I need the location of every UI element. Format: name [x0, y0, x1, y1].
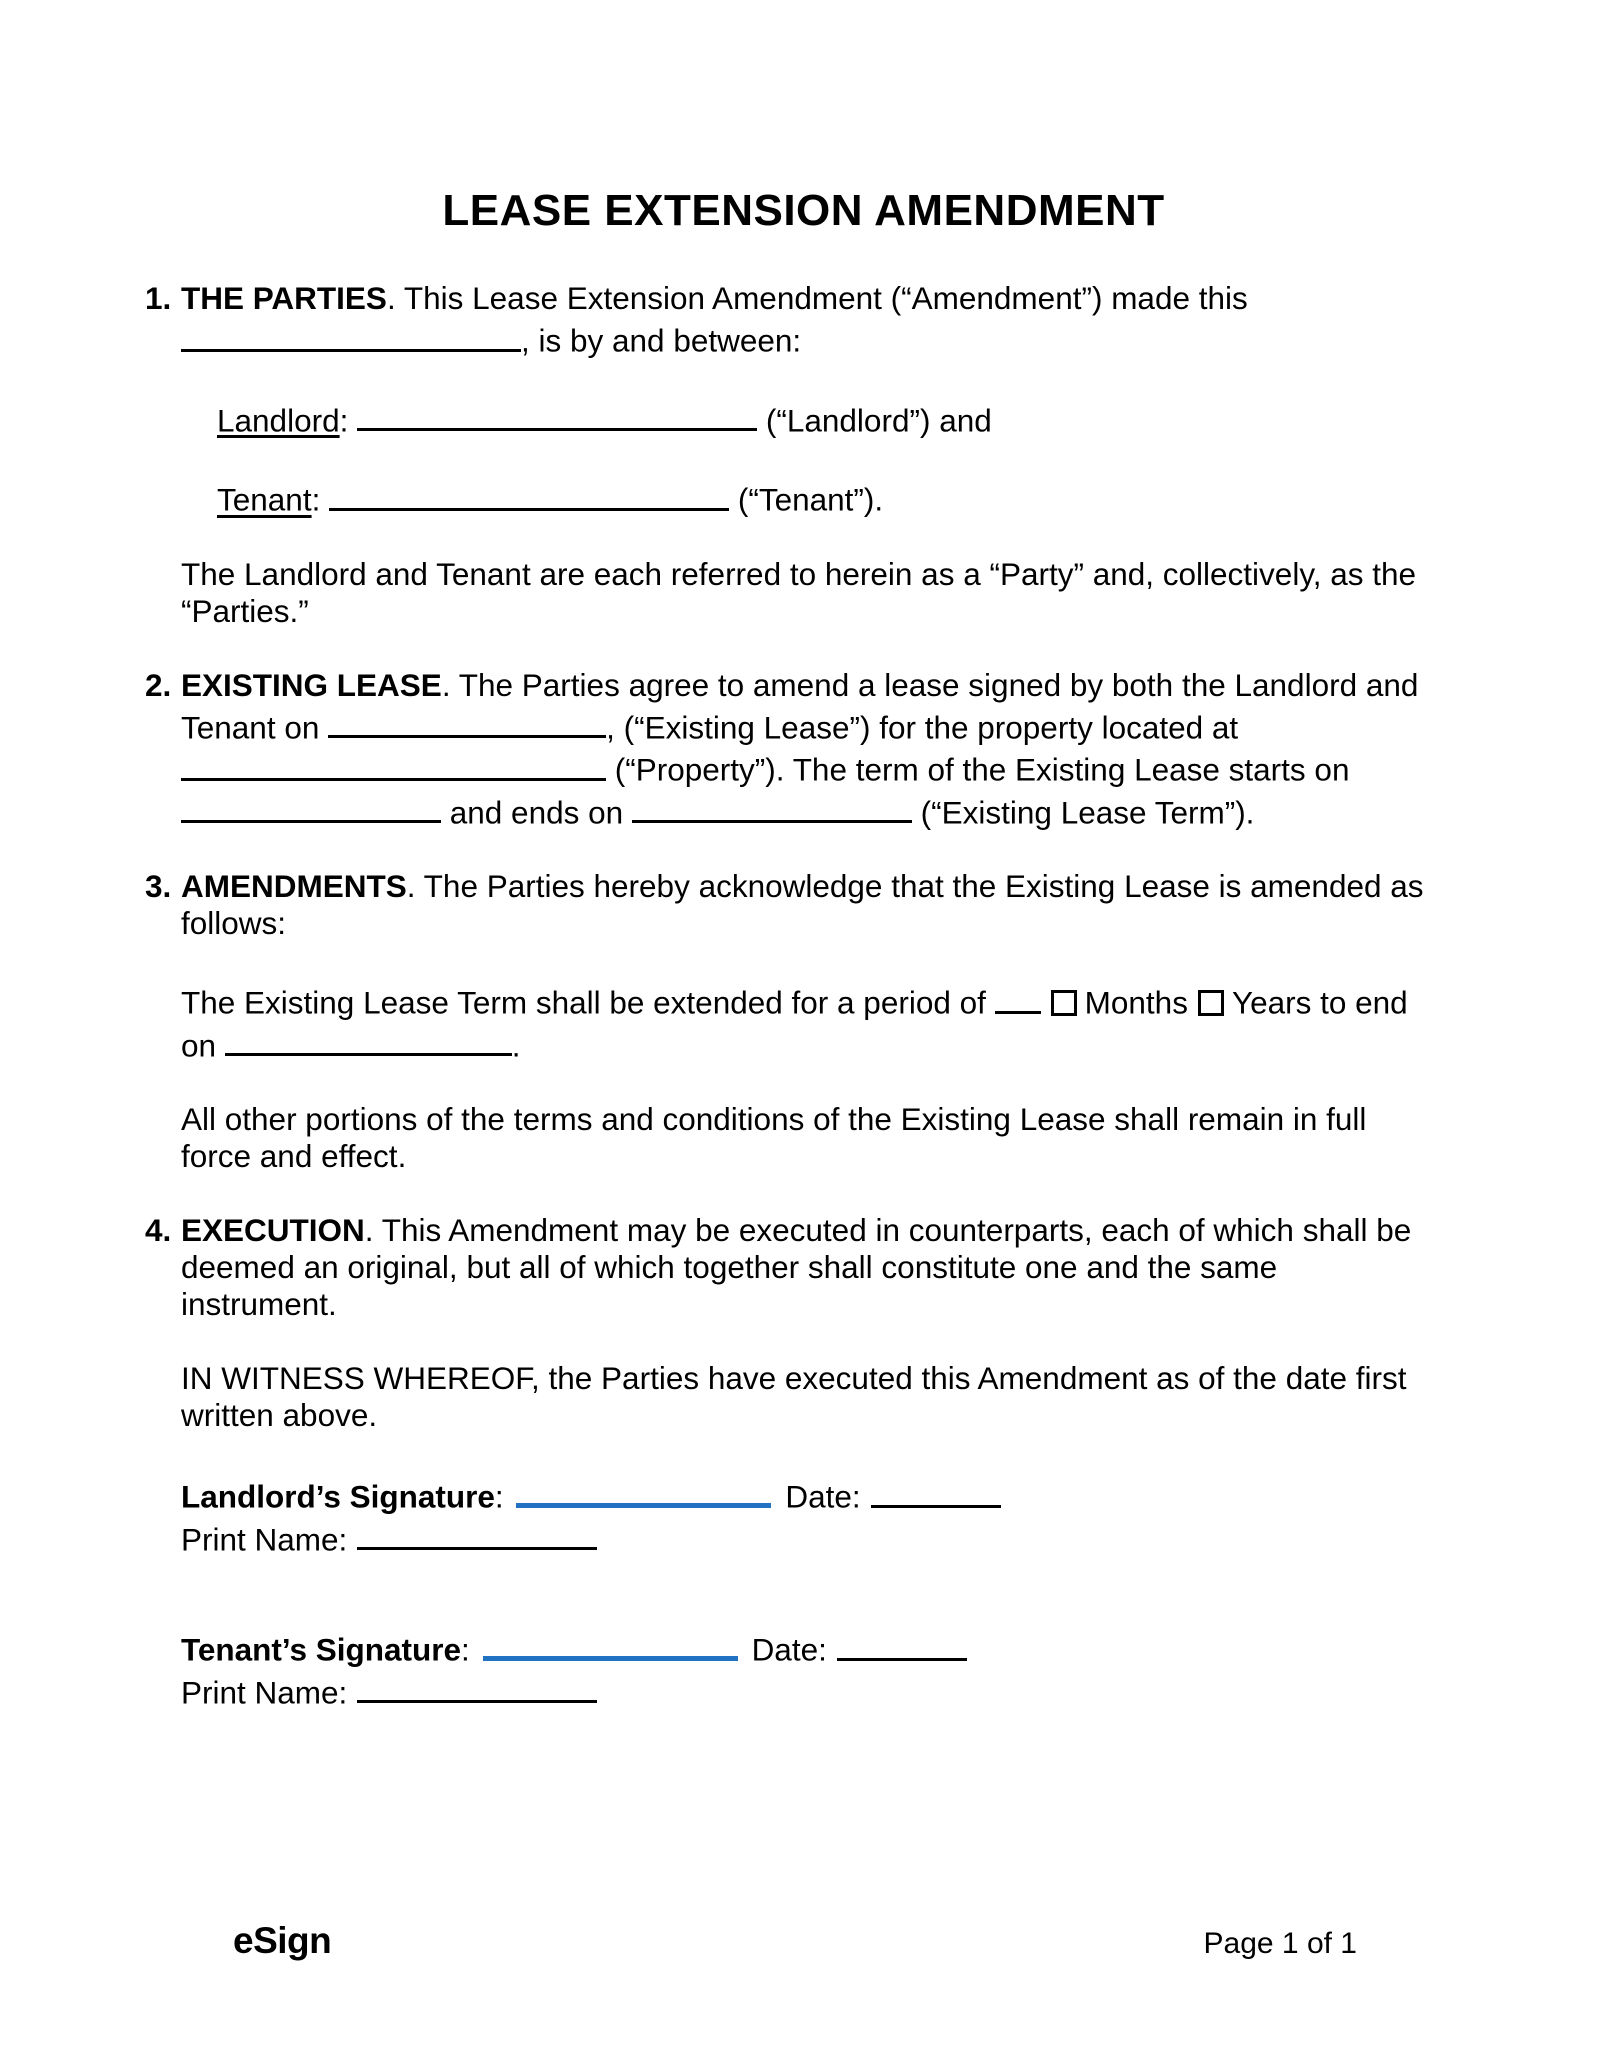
section-heading-execution: EXECUTION: [181, 1212, 365, 1248]
blank-extension-end-date[interactable]: [225, 1022, 512, 1057]
document-title: LEASE EXTENSION AMENDMENT: [442, 186, 1165, 235]
existing-lease-paragraph: [181, 667, 1430, 832]
execution-text: . This Amendment may be executed in counterparts, each of which shall be deemed an original, but all of which together shall constitute one and the same instrument.: [181, 1212, 1412, 1322]
blank-amendment-date[interactable]: [181, 317, 521, 352]
remainder-paragraph: All other portions of the terms and conditions of the Existing Lease shall remain in full force and effect.: [181, 1101, 1367, 1174]
blank-lease-start-date[interactable]: [181, 789, 441, 824]
tenant-date-label: Date:: [751, 1631, 827, 1668]
section-existing-lease: [145, 667, 1430, 832]
blank-lease-end-date[interactable]: [632, 789, 912, 824]
landlord-signature-line[interactable]: [516, 1471, 771, 1508]
tenant-signature-line[interactable]: [483, 1624, 738, 1661]
landlord-date-label: Date:: [785, 1478, 861, 1515]
page-footer: [233, 1922, 1357, 1962]
extension-paragraph: [181, 979, 1430, 1064]
landlord-signature-block: [181, 1471, 1430, 1558]
section-amendments: [145, 868, 1430, 1175]
section-execution: [145, 1212, 1430, 1434]
existing-lease-text-3: (“Property”). The term of the Existing Lease starts on: [606, 751, 1350, 788]
blank-property-address[interactable]: [181, 746, 606, 781]
blank-tenant-print-name[interactable]: [357, 1669, 597, 1704]
landlord-line-tail: (“Landlord”) and: [757, 402, 992, 438]
months-checkbox-label: Months: [1084, 984, 1188, 1021]
section-number-4: 4.: [145, 1212, 172, 1248]
blank-landlord-date[interactable]: [871, 1473, 1001, 1508]
amendments-intro-paragraph: [181, 868, 1430, 942]
extension-text-2: to end on: [181, 984, 1408, 1063]
parties-intro-paragraph: [181, 280, 1430, 360]
landlord-signature-colon: :: [494, 1478, 513, 1515]
existing-lease-text-4: and ends on: [441, 794, 632, 830]
tenant-print-name-label: Print Name:: [181, 1674, 348, 1710]
section-number-1: 1.: [145, 280, 172, 316]
existing-lease-text-2: , (“Existing Lease”) for the property located at: [606, 709, 1239, 745]
esign-logo: eSign: [233, 1920, 332, 1961]
section-number-3: 3.: [145, 868, 172, 904]
years-checkbox-label: Years: [1231, 984, 1312, 1021]
tenant-line-tail: (“Tenant”).: [729, 481, 884, 518]
tenant-signature-label: Tenant’s Signature: [181, 1631, 462, 1668]
existing-lease-text-1: . The Parties agree to amend a lease signed by both the Landlord and Tenant on: [181, 666, 1419, 745]
landlord-label: Landlord: [217, 402, 340, 438]
section-heading-existing-lease: EXISTING LEASE: [181, 666, 442, 703]
parties-intro-text: . This Lease Extension Amendment (“Amendment”) made this: [386, 280, 1248, 316]
witness-paragraph: IN WITNESS WHEREOF, the Parties have executed this Amendment as of the date first written above.: [181, 1360, 1407, 1433]
months-checkbox[interactable]: [1051, 990, 1077, 1016]
section-the-parties: [145, 280, 1430, 630]
tenant-label: Tenant: [217, 481, 312, 518]
landlord-print-name-label: Print Name:: [181, 1521, 348, 1557]
blank-landlord-print-name[interactable]: [357, 1516, 597, 1551]
tenant-signature-block: [181, 1624, 1430, 1711]
tenant-print-name-row: [181, 1669, 1430, 1712]
existing-lease-text-5: (“Existing Lease Term”).: [911, 794, 1255, 830]
document-body: [0, 236, 1607, 1711]
tenant-signature-colon: :: [461, 1631, 479, 1668]
blank-lease-signed-date[interactable]: [328, 704, 606, 739]
blank-tenant-date[interactable]: [837, 1626, 967, 1661]
execution-paragraph: [181, 1212, 1430, 1323]
tenant-signature-row: [181, 1624, 1430, 1669]
tenant-colon: :: [311, 481, 330, 518]
section-heading-the-parties: THE PARTIES: [181, 280, 387, 316]
years-checkbox[interactable]: [1198, 990, 1224, 1016]
landlord-colon: :: [339, 402, 358, 438]
extension-text-1: The Existing Lease Term shall be extended for a period of: [181, 984, 995, 1021]
parties-intro-tail: , is by and between:: [521, 322, 802, 359]
blank-landlord-name[interactable]: [357, 397, 757, 432]
parties-note-paragraph: The Landlord and Tenant are each referred to herein as a “Party” and, collectively, as the “Parties.”: [181, 555, 1417, 629]
tenant-line: [217, 476, 1430, 519]
extension-text-3: .: [511, 1027, 521, 1063]
blank-period-number[interactable]: [995, 979, 1041, 1014]
page-number: Page 1 of 1: [1203, 1927, 1357, 1960]
landlord-signature-row: [181, 1471, 1430, 1516]
amendments-intro-text: . The Parties hereby acknowledge that the Existing Lease is amended as follows:: [181, 868, 1424, 941]
landlord-print-name-row: [181, 1516, 1430, 1559]
section-number-2: 2.: [145, 666, 172, 703]
landlord-line: [217, 397, 1430, 440]
landlord-signature-label: Landlord’s Signature: [181, 1478, 495, 1515]
section-heading-amendments: AMENDMENTS: [181, 868, 407, 904]
blank-tenant-name[interactable]: [329, 476, 729, 511]
